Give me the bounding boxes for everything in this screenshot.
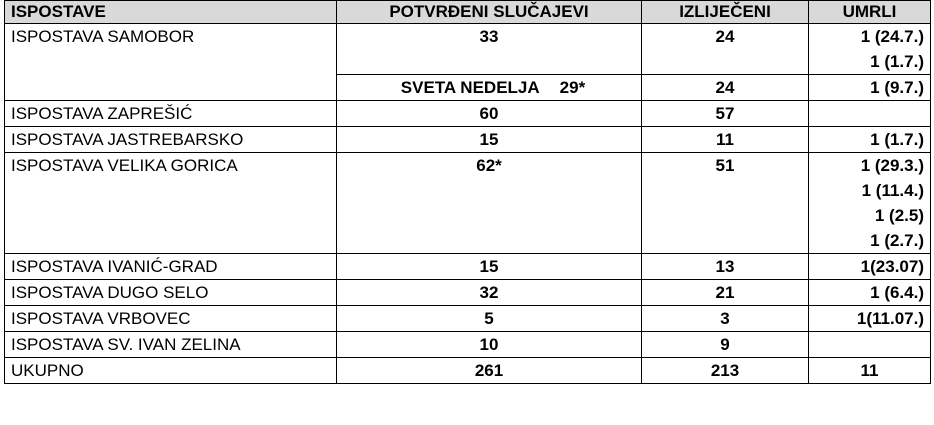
ispostave-statistics-table xyxy=(4,0,931,384)
row-deaths-vrbovec xyxy=(809,306,931,332)
row-recovered-sveta-nedelja: 24 xyxy=(642,75,809,101)
total-confirmed: 261 xyxy=(337,358,642,384)
table-header xyxy=(5,1,931,24)
row-recovered-jastrebarsko: 11 xyxy=(642,127,809,153)
row-name-jastrebarsko: ISPOSTAVA JASTREBARSKO xyxy=(5,127,337,153)
table-row-zapresic xyxy=(5,101,931,127)
table-row-velika-gorica xyxy=(5,153,931,254)
death-entry: 1 (11.4.) xyxy=(861,181,924,200)
row-recovered-zapresic: 57 xyxy=(642,101,809,127)
row-deaths-sveta-nedelja xyxy=(809,75,931,101)
row-name-vrbovec: ISPOSTAVA VRBOVEC xyxy=(5,306,337,332)
row-recovered-ivanic-grad: 13 xyxy=(642,254,809,280)
death-entry: 1 (2.5) xyxy=(874,206,924,225)
death-entry: 1 (2.7.) xyxy=(870,231,924,250)
row-name-dugo-selo: ISPOSTAVA DUGO SELO xyxy=(5,280,337,306)
row-confirmed-dugo-selo: 32 xyxy=(337,280,642,306)
table-row-sv-ivan-zelina xyxy=(5,332,931,358)
subunit-confirmed-sveta-nedelja: 29* xyxy=(559,78,586,97)
header-ispostave: ISPOSTAVE xyxy=(5,1,337,24)
row-name-samobor: ISPOSTAVA SAMOBOR xyxy=(5,24,337,101)
row-confirmed-velika-gorica: 62* xyxy=(337,153,642,254)
death-entry: 1 (24.7.) xyxy=(860,27,924,46)
row-confirmed-jastrebarsko: 15 xyxy=(337,127,642,153)
total-recovered: 213 xyxy=(642,358,809,384)
header-confirmed: POTVRĐENI SLUČAJEVI xyxy=(337,1,642,24)
row-recovered-sv-ivan-zelina: 9 xyxy=(642,332,809,358)
row-deaths-ivanic-grad xyxy=(809,254,931,280)
total-label: UKUPNO xyxy=(5,358,337,384)
row-deaths-velika-gorica xyxy=(809,153,931,254)
subunit-name-sveta-nedelja: SVETA NEDELJA xyxy=(400,78,540,97)
row-confirmed-zapresic: 60 xyxy=(337,101,642,127)
death-entry: 1(11.07.) xyxy=(856,309,924,328)
row-recovered-samobor: 24 xyxy=(642,24,809,75)
row-name-velika-gorica: ISPOSTAVA VELIKA GORICA xyxy=(5,153,337,254)
death-entry: 1 (6.4.) xyxy=(870,283,924,302)
row-recovered-velika-gorica: 51 xyxy=(642,153,809,254)
death-entry: 1 (1.7.) xyxy=(870,130,924,149)
table-row-vrbovec xyxy=(5,306,931,332)
row-confirmed-sveta-nedelja xyxy=(337,75,642,101)
header-row xyxy=(5,1,931,24)
row-recovered-dugo-selo: 21 xyxy=(642,280,809,306)
row-confirmed-vrbovec: 5 xyxy=(337,306,642,332)
header-recovered: IZLIJEČENI xyxy=(642,1,809,24)
table-row-total xyxy=(5,358,931,384)
row-deaths-jastrebarsko xyxy=(809,127,931,153)
row-deaths-sv-ivan-zelina xyxy=(809,332,931,358)
death-entry: 1 (9.7.) xyxy=(870,78,924,97)
row-deaths-zapresic xyxy=(809,101,931,127)
total-deaths: 11 xyxy=(809,358,931,384)
row-recovered-vrbovec: 3 xyxy=(642,306,809,332)
death-entry: 1 (1.7.) xyxy=(870,52,924,71)
row-deaths-dugo-selo xyxy=(809,280,931,306)
row-deaths-samobor xyxy=(809,24,931,75)
row-confirmed-sv-ivan-zelina: 10 xyxy=(337,332,642,358)
row-name-sv-ivan-zelina: ISPOSTAVA SV. IVAN ZELINA xyxy=(5,332,337,358)
row-confirmed-samobor: 33 xyxy=(337,24,642,75)
table-row-jastrebarsko xyxy=(5,127,931,153)
death-entry: 1(23.07) xyxy=(860,257,924,276)
table-row-samobor xyxy=(5,24,931,75)
header-deaths: UMRLI xyxy=(809,1,931,24)
table-body xyxy=(5,24,931,384)
row-confirmed-ivanic-grad: 15 xyxy=(337,254,642,280)
death-entry: 1 (29.3.) xyxy=(860,156,924,175)
row-name-ivanic-grad: ISPOSTAVA IVANIĆ-GRAD xyxy=(5,254,337,280)
row-name-zapresic: ISPOSTAVA ZAPREŠIĆ xyxy=(5,101,337,127)
table-row-ivanic-grad xyxy=(5,254,931,280)
table-row-dugo-selo xyxy=(5,280,931,306)
